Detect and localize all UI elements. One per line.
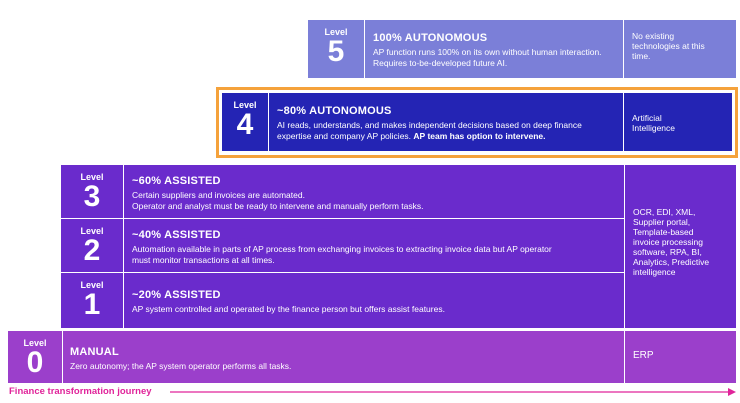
- level-5-row: [308, 20, 736, 78]
- level-number: 4: [236, 108, 254, 141]
- level-5-badge: [308, 20, 364, 78]
- level-4-badge: [222, 93, 268, 151]
- level-title: 100% AUTONOMOUS: [373, 32, 488, 44]
- level-title: ~80% AUTONOMOUS: [277, 105, 392, 117]
- level-number: 2: [83, 234, 101, 267]
- levels-1-3-technology: OCR, EDI, XML, Supplier portal, Template-based invoice processing software, RPA, BI, Analytics, Predictive intelligence: [633, 207, 710, 277]
- level-label: Level: [233, 100, 257, 110]
- level-title: ~40% ASSISTED: [132, 229, 221, 241]
- level-title: ~60% ASSISTED: [132, 175, 221, 187]
- level-2-description: [132, 229, 552, 266]
- level-3-badge: [61, 165, 123, 218]
- level-number: 3: [83, 180, 101, 213]
- journey-label: Finance transformation journey: [9, 386, 152, 397]
- journey-arrow-icon: [170, 386, 736, 398]
- level-desc: AP function runs 100% on its own without human interaction. Requires to-be-developed future AI.: [373, 47, 602, 68]
- level-number: 1: [83, 288, 101, 321]
- level-desc: AP system controlled and operated by the finance person but offers assist features.: [132, 304, 445, 314]
- levels-1-3-group: [61, 165, 736, 328]
- level-2-badge: [61, 219, 123, 272]
- level-0-technology: ERP: [633, 350, 654, 361]
- level-4-description: [277, 105, 617, 142]
- level-desc: Certain suppliers and invoices are automated. Operator and analyst must be ready to intervene and manually perform tasks.: [132, 190, 424, 211]
- level-desc: Zero autonomy; the AP system operator performs all tasks.: [70, 361, 292, 371]
- level-3-description: [132, 175, 612, 212]
- level-desc: AI reads, understands, and makes independent decisions based on deep finance expertise and company AP policies. AP team has option to intervene.: [277, 120, 582, 141]
- level-0-description: [70, 346, 570, 372]
- level-1-description: [132, 289, 612, 315]
- level-0-badge: [8, 331, 62, 383]
- level-1-badge: [61, 273, 123, 328]
- level-title: MANUAL: [70, 346, 119, 358]
- level-label: Level: [80, 280, 104, 290]
- level-5-technology: No existing technologies at this time.: [632, 31, 705, 61]
- level-number: 5: [327, 35, 345, 68]
- level-4-technology: Artificial Intelligence: [632, 113, 676, 133]
- level-number: 0: [26, 346, 44, 379]
- level-label: Level: [23, 338, 47, 348]
- level-5-description: [373, 32, 623, 69]
- level-label: Level: [80, 226, 104, 236]
- level-0-row: [8, 331, 736, 383]
- level-desc: Automation available in parts of AP process from exchanging invoices to extracting invoice data but AP operator must monitor transactions at all times.: [132, 244, 552, 265]
- level-label: Level: [80, 172, 104, 182]
- level-label: Level: [324, 27, 348, 37]
- level-title: ~20% ASSISTED: [132, 289, 221, 301]
- level-4-row: [222, 93, 732, 151]
